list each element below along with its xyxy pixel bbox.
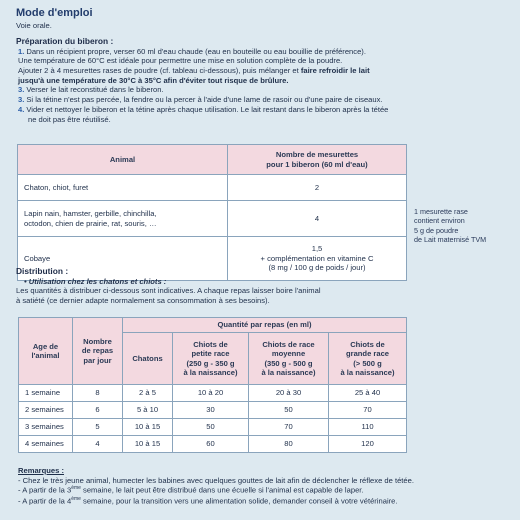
header-line: Chiots de	[350, 340, 385, 349]
repas-cell: 5	[73, 419, 123, 436]
remark-text: semaine, le lait peut être distribué dans une écuelle si l'animal est capable de laper.	[80, 485, 364, 495]
repas-cell: 4	[73, 436, 123, 453]
table-row	[18, 175, 407, 201]
header-line: Age de	[32, 341, 59, 351]
chatons-cell: 2 à 5	[123, 385, 173, 402]
chatons-cell: 10 à 15	[123, 419, 173, 436]
header-line: Chiots de	[193, 340, 228, 349]
header-line: pour 1 biberon (60 ml d'eau)	[266, 159, 368, 169]
page-subtitle: Voie orale.	[16, 21, 52, 31]
header-line: par jour	[83, 355, 112, 365]
table-row	[19, 385, 407, 402]
step-text: Ajouter 2 à 4 mesurettes rases de poudre (cf. tableau ci-dessous), puis mélanger et	[18, 65, 301, 75]
note-line: 1 mesurette rase	[414, 207, 468, 216]
step-number: 3.	[18, 95, 25, 105]
chatons-cell: 5 à 10	[123, 402, 173, 419]
moyenne-cell: 80	[249, 436, 329, 453]
cell-line: (8 mg / 100 g de poids / jour)	[268, 263, 366, 273]
header-grande-race	[329, 333, 407, 385]
header-line: (250 g - 350 g	[186, 358, 235, 368]
remark-superscript: ème	[71, 495, 81, 502]
remark-line: - Chez le très jeune animal, humecter les babines avec quelques gouttes de lait afin de déclencher le réflexe de tétée.	[18, 475, 414, 485]
value-cell: 4	[228, 201, 407, 237]
cell-line: + complémentation en vitamine C	[260, 253, 374, 263]
petite-cell: 50	[173, 419, 249, 436]
grande-cell: 25 à 40	[329, 385, 407, 402]
cell-line: 1,5	[311, 243, 323, 253]
header-moyenne-race	[249, 333, 329, 385]
petite-cell: 10 à 20	[173, 385, 249, 402]
note-line: 5 g de poudre	[414, 225, 459, 235]
header-line: petite race	[191, 349, 230, 359]
table-row	[19, 436, 407, 453]
cell-line: octodon, chien de prairie, rat, souris, …	[24, 218, 157, 228]
remark-text: - A partir de la 3	[18, 485, 72, 495]
step-bold-text: jusqu'à une température de 30°C à 35°C afin d'éviter tout risque de brûlure.	[18, 75, 289, 85]
header-petite-race	[173, 333, 249, 385]
preparation-title: Préparation du biberon :	[16, 35, 114, 46]
step-5	[18, 105, 512, 115]
distribution-text: Les quantités à distribuer ci-dessous sont indicatives. A chaque repas laisser boire l'animal	[16, 286, 321, 296]
step-text: Si la tétine n'est pas percée, la fendre ou la percer à l'aide d'une lame de rasoir ou d'une paire de ciseaux.	[26, 95, 383, 105]
distribution-text: à satiété (ce dernier adapte normalement sa consommation à ses besoins).	[16, 296, 270, 306]
remark-text: semaine, pour la transition vers une alimentation solide, demander conseil à votre vétérinaire.	[80, 496, 398, 506]
step-2	[18, 66, 512, 76]
table-row	[19, 402, 407, 419]
step-5-continued: ne doit pas être réutilisé.	[28, 114, 111, 124]
remarks-section	[18, 466, 518, 506]
step-text: Dans un récipient propre, verser 60 ml d'eau chaude (eau en bouteille ou eau bouillie de préférence).	[26, 46, 366, 56]
header-line: Chiots de race	[262, 340, 315, 349]
remark-line	[18, 485, 518, 495]
header-line: de repas	[81, 346, 114, 356]
table-row	[19, 419, 407, 436]
moyenne-cell: 50	[249, 402, 329, 419]
age-cell: 3 semaines	[19, 419, 73, 436]
note-line: contient environ	[414, 216, 465, 226]
animal-cell	[18, 201, 228, 237]
grande-cell: 110	[329, 419, 407, 436]
header-chatons: Chatons	[123, 333, 173, 385]
remarks-title: Remarques :	[18, 466, 65, 475]
moyenne-cell: 70	[249, 419, 329, 436]
dosage-table	[17, 144, 407, 281]
header-line: Nombre	[83, 337, 112, 347]
header-age	[19, 318, 73, 385]
distribution-section	[16, 266, 516, 306]
header-line: grande race	[345, 349, 390, 359]
moyenne-cell: 20 à 30	[249, 385, 329, 402]
header-line: à la naissance)	[261, 367, 316, 377]
age-cell: 1 semaine	[19, 385, 73, 402]
age-cell: 4 semaines	[19, 436, 73, 453]
page-title: Mode d'emploi	[16, 7, 93, 19]
header-line: moyenne	[271, 349, 306, 359]
cell-line: Lapin nain, hamster, gerbille, chinchilla,	[24, 208, 157, 218]
repas-cell: 6	[73, 402, 123, 419]
header-repas	[73, 318, 123, 385]
step-number: 1.	[18, 46, 25, 56]
petite-cell: 30	[173, 402, 249, 419]
repas-cell: 8	[73, 385, 123, 402]
animal-cell: Cobaye	[18, 237, 228, 281]
header-line: l'animal	[31, 351, 60, 360]
distribution-subtitle: • Utilisation chez les chatons et chiots :	[24, 276, 167, 286]
header-line: à la naissance)	[183, 367, 238, 377]
remark-text: - A partir de la 4	[18, 496, 72, 506]
step-1	[18, 47, 512, 57]
remark-line	[18, 496, 518, 506]
header-quantity-group: Quantité par repas (en ml)	[123, 318, 407, 333]
step-bold-text: faire refroidir le lait	[300, 65, 370, 75]
value-cell: 2	[228, 175, 407, 201]
step-number: 3.	[18, 85, 25, 95]
note-line: de Lait maternisé TVM	[414, 235, 487, 245]
header-animal: Animal	[18, 145, 228, 175]
header-line: à la naissance)	[340, 367, 395, 377]
quantity-table	[18, 317, 407, 453]
animal-cell: Chaton, chiot, furet	[18, 175, 228, 201]
step-1-continued: Une température de 60°C est idéale pour permettre une mise en solution complète de la poudre.	[18, 56, 343, 66]
measure-note	[414, 207, 514, 244]
chatons-cell: 10 à 15	[123, 436, 173, 453]
step-text: Verser le lait reconstitué dans le biberon.	[26, 85, 164, 95]
header-mesurettes	[228, 145, 407, 175]
age-cell: 2 semaines	[19, 402, 73, 419]
step-3	[18, 85, 512, 95]
step-text: Vider et nettoyer le biberon et la tétine après chaque utilisation. Le lait restant dans le biberon après la tétée	[26, 104, 389, 114]
step-4	[18, 95, 512, 105]
grande-cell: 70	[329, 402, 407, 419]
header-line: (350 g - 500 g	[264, 358, 313, 368]
preparation-steps	[16, 47, 512, 125]
petite-cell: 60	[173, 436, 249, 453]
grande-cell: 120	[329, 436, 407, 453]
header-line: (> 500 g	[353, 358, 382, 368]
distribution-title: Distribution :	[16, 266, 69, 276]
header-line: Nombre de mesurettes	[275, 149, 359, 159]
step-number: 4.	[18, 104, 25, 114]
remark-superscript: ème	[71, 485, 81, 492]
step-2-continued	[18, 76, 512, 86]
table-row	[18, 201, 407, 237]
